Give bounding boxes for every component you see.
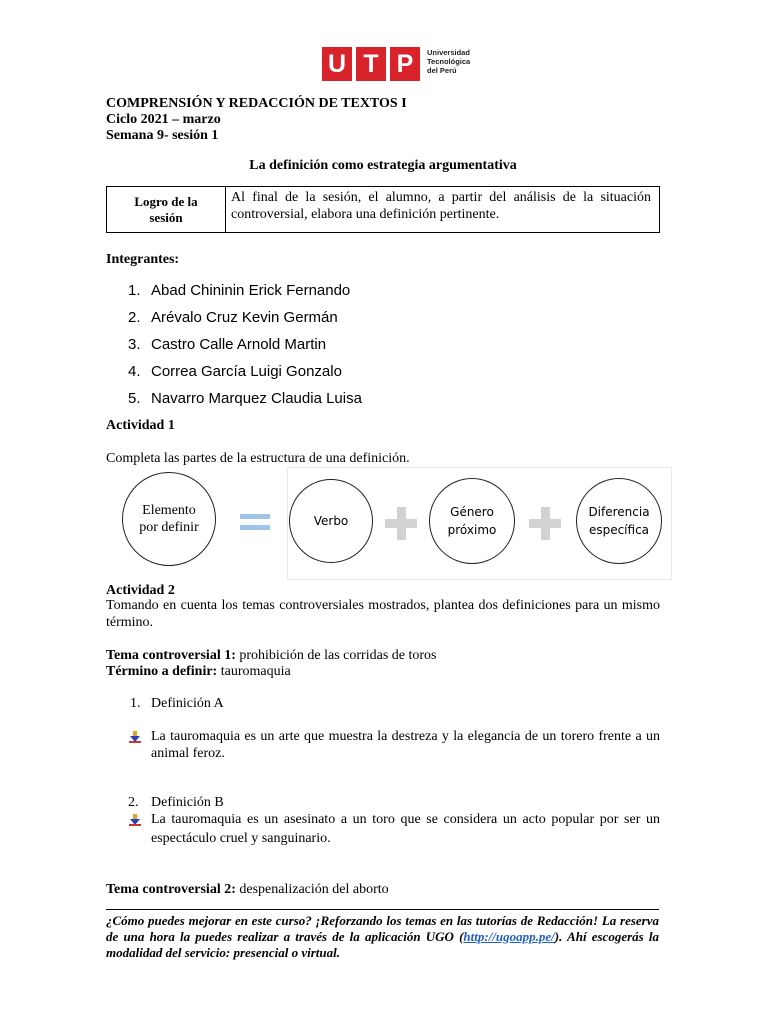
termino: Término a definir: tauromaquia: [106, 664, 291, 679]
course-title: COMPRENSIÓN Y REDACCIÓN DE TEXTOS I: [106, 96, 407, 111]
logro-text: Al final de la sesión, el alumno, a partir del análisis de la situación controversial, elabora una definición pertinente.: [231, 190, 651, 222]
logo-letter-p: P: [390, 47, 420, 81]
logo-letter-t: T: [356, 47, 386, 81]
definicion-a-number: 1.: [130, 696, 141, 711]
definicion-a-title: Definición A: [151, 696, 224, 711]
ugo-app-link[interactable]: http://ugoapp.pe/: [463, 929, 555, 944]
logo-letter-u: U: [322, 47, 352, 81]
integrantes-label: Integrantes:: [106, 252, 180, 267]
element-circle: Elemento por definir: [122, 472, 216, 566]
genero-circle: Género próximo: [429, 478, 515, 564]
tema-1: Tema controversial 1: prohibición de las corridas de toros: [106, 648, 437, 663]
definicion-b-title: Definición B: [151, 795, 224, 810]
logo-university-name: Universidad Tecnológica del Perú: [427, 48, 471, 75]
actividad-2-title: Actividad 2: [106, 583, 175, 598]
definicion-b-text: La tauromaquia es un asesinato a un toro que se considera un acto popular por ser un espectáculo cruel y sanguinario.: [151, 812, 660, 846]
footer-divider: [106, 909, 659, 910]
equals-icon: [240, 514, 270, 519]
list-item: 5. Navarro Marquez Claudia Luisa: [128, 390, 362, 407]
arrow-bullet-icon: [129, 731, 141, 743]
footer-note: ¿Cómo puedes mejorar en este curso? ¡Reforzando los temas en las tutorías de Redacción! La reserva de una hora la puedes realizar a través de la aplicación UGO (http://ugoapp.pe/). Ahí escogerás la modalidad del servicio: presencial o virtual.: [106, 913, 659, 960]
utp-logo: [322, 47, 420, 81]
plus-icon-vertical: [541, 507, 550, 540]
logro-table: [106, 186, 660, 233]
list-item: 3. Castro Calle Arnold Martin: [128, 336, 327, 353]
actividad-2-instruction: Tomando en cuenta los temas controversiales mostrados, plantea dos definiciones para un mismo término.: [106, 598, 660, 630]
cycle-label: Ciclo 2021 – marzo: [106, 112, 221, 127]
week-label: Semana 9- sesión 1: [106, 128, 219, 143]
definicion-b-number: 2.: [128, 795, 139, 810]
actividad-1-title: Actividad 1: [106, 418, 175, 433]
list-item: 2. Arévalo Cruz Kevin Germán: [128, 309, 338, 326]
definicion-a-text: La tauromaquia es un arte que muestra la destreza y la elegancia de un torero frente a un animal feroz.: [151, 729, 660, 761]
plus-icon-vertical: [397, 507, 406, 540]
diferencia-circle: Diferencia específica: [576, 478, 662, 564]
list-item: 1. Abad Chininin Erick Fernando: [128, 282, 351, 299]
actividad-1-instruction: Completa las partes de la estructura de una definición.: [106, 451, 410, 466]
list-item: 4. Correa García Luigi Gonzalo: [128, 363, 342, 380]
arrow-bullet-icon: [129, 814, 141, 826]
tema-2: Tema controversial 2: despenalización del aborto: [106, 882, 389, 897]
page-title: La definición como estrategia argumentativa: [249, 158, 517, 173]
logro-label: Logro de la sesión: [107, 187, 226, 232]
equals-icon-bar: [240, 525, 270, 530]
verbo-circle: Verbo: [289, 479, 373, 563]
